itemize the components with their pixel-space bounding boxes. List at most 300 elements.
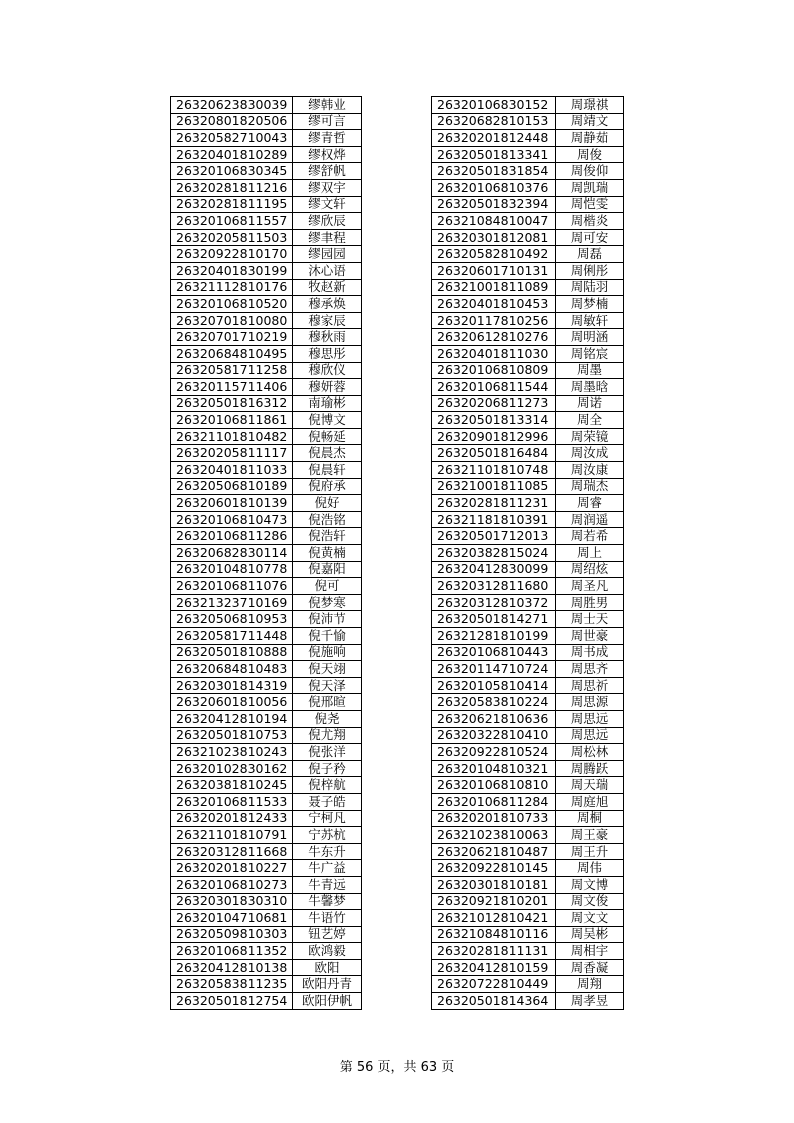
page-number-text: 第 56 页，共 63 页 [339, 1060, 455, 1075]
table-row [432, 395, 624, 412]
table-row [432, 412, 624, 429]
candidate-id-cell: 26320105810414 [432, 677, 556, 694]
candidate-id-cell: 26320106810809 [432, 362, 556, 379]
candidate-name-cell: 缪可言 [293, 113, 362, 130]
candidate-name-cell: 周思远 [556, 710, 624, 727]
table-row [432, 694, 624, 711]
candidate-name-cell: 倪尤翔 [293, 727, 362, 744]
candidate-name-cell: 欧阳伊帆 [293, 993, 362, 1010]
table-row [432, 345, 624, 362]
table-row [171, 545, 362, 562]
candidate-name-cell: 周书成 [556, 644, 624, 661]
candidate-name-cell: 缪欣辰 [293, 213, 362, 230]
candidate-id-cell: 26320412810138 [171, 959, 293, 976]
candidate-name-cell: 周胜男 [556, 594, 624, 611]
candidate-id-cell: 26320104810321 [432, 760, 556, 777]
candidate-name-cell: 缪韩业 [293, 97, 362, 114]
candidate-id-cell: 26320582710043 [171, 130, 293, 147]
candidate-name-cell: 周瑞杰 [556, 478, 624, 495]
candidate-name-cell: 牧赵新 [293, 279, 362, 296]
candidate-name-cell: 周桐 [556, 810, 624, 827]
candidate-id-cell: 26320206811273 [432, 395, 556, 412]
candidate-name-cell: 周世豪 [556, 628, 624, 645]
table-row [171, 412, 362, 429]
table-row [432, 793, 624, 810]
table-row [432, 312, 624, 329]
table-row [171, 677, 362, 694]
table-row [171, 926, 362, 943]
candidate-name-cell: 穆秋雨 [293, 329, 362, 346]
candidate-name-cell: 穆承焕 [293, 296, 362, 313]
candidate-id-cell: 26320114710724 [432, 661, 556, 678]
candidate-id-cell: 26320501813314 [432, 412, 556, 429]
candidate-id-cell: 26320281811216 [171, 179, 293, 196]
table-row [432, 511, 624, 528]
candidate-id-cell: 26320412830099 [432, 561, 556, 578]
table-row [171, 578, 362, 595]
candidate-id-cell: 26320412810159 [432, 959, 556, 976]
table-row [171, 793, 362, 810]
candidate-id-cell: 26320106810473 [171, 511, 293, 528]
table-row [171, 876, 362, 893]
candidate-id-cell: 26320382815024 [432, 545, 556, 562]
candidate-name-cell: 周上 [556, 545, 624, 562]
candidate-id-cell: 26320104710681 [171, 910, 293, 927]
candidate-name-cell: 周磊 [556, 246, 624, 263]
table-row [432, 860, 624, 877]
candidate-name-cell: 倪畅延 [293, 428, 362, 445]
candidate-name-cell: 周天瑞 [556, 777, 624, 794]
candidate-id-cell: 26320401811030 [432, 345, 556, 362]
candidate-id-cell: 26320106811557 [171, 213, 293, 230]
table-row [171, 196, 362, 213]
candidate-name-cell: 周明涵 [556, 329, 624, 346]
candidate-name-cell: 周士天 [556, 611, 624, 628]
candidate-id-cell: 26320381810245 [171, 777, 293, 794]
candidate-id-cell: 26320106811076 [171, 578, 293, 595]
candidate-name-cell: 倪梦寒 [293, 594, 362, 611]
table-row [432, 296, 624, 313]
candidate-id-cell: 26320312811668 [171, 843, 293, 860]
candidate-id-cell: 26321023810063 [432, 827, 556, 844]
candidate-id-cell: 26320205811117 [171, 445, 293, 462]
table-row [432, 644, 624, 661]
table-row [432, 179, 624, 196]
candidate-id-cell: 26320801820506 [171, 113, 293, 130]
candidate-id-cell: 26320583811235 [171, 976, 293, 993]
table-row [432, 777, 624, 794]
table-row [171, 97, 362, 114]
candidate-id-cell: 26320506810953 [171, 611, 293, 628]
candidate-name-cell: 欧鸿毅 [293, 943, 362, 960]
candidate-name-cell: 周铭宸 [556, 345, 624, 362]
candidate-name-cell: 周思齐 [556, 661, 624, 678]
candidate-id-cell: 26320201810227 [171, 860, 293, 877]
candidate-name-cell: 缪青哲 [293, 130, 362, 147]
candidate-id-cell: 26321112810176 [171, 279, 293, 296]
candidate-id-cell: 26320501810753 [171, 727, 293, 744]
table-row [171, 661, 362, 678]
candidate-name-cell: 欧阳 [293, 959, 362, 976]
candidate-name-cell: 周俊 [556, 146, 624, 163]
candidate-id-cell: 26320312810372 [432, 594, 556, 611]
candidate-id-cell: 26321084810047 [432, 213, 556, 230]
table-row [171, 744, 362, 761]
table-row [432, 163, 624, 180]
table-row [171, 312, 362, 329]
candidate-name-cell: 周孝昱 [556, 993, 624, 1010]
table-row [432, 727, 624, 744]
candidate-name-cell: 周相宇 [556, 943, 624, 960]
candidate-name-cell: 周荣镜 [556, 428, 624, 445]
candidate-id-cell: 26320201812433 [171, 810, 293, 827]
candidate-id-cell: 26320201810733 [432, 810, 556, 827]
candidate-name-cell: 周伟 [556, 860, 624, 877]
candidate-id-cell: 26320106811352 [171, 943, 293, 960]
candidate-name-cell: 周王升 [556, 843, 624, 860]
table-row [432, 926, 624, 943]
candidate-id-cell: 26320581711258 [171, 362, 293, 379]
candidate-id-cell: 26321001811085 [432, 478, 556, 495]
candidate-name-cell: 穆思彤 [293, 345, 362, 362]
candidate-name-cell: 倪浩铭 [293, 511, 362, 528]
candidate-id-cell: 26320401810289 [171, 146, 293, 163]
table-row [432, 428, 624, 445]
candidate-id-cell: 26320106830152 [432, 97, 556, 114]
candidate-id-cell: 26320501814271 [432, 611, 556, 628]
candidate-id-cell: 26320501816312 [171, 395, 293, 412]
table-row [432, 976, 624, 993]
table-row [171, 296, 362, 313]
table-row [171, 694, 362, 711]
candidate-id-cell: 26321001811089 [432, 279, 556, 296]
table-row [171, 495, 362, 512]
table-row [171, 760, 362, 777]
candidate-name-cell: 倪晨轩 [293, 462, 362, 479]
table-row [171, 229, 362, 246]
candidate-name-cell: 周诺 [556, 395, 624, 412]
candidate-name-cell: 倪府承 [293, 478, 362, 495]
candidate-name-cell: 倪邢暄 [293, 694, 362, 711]
candidate-id-cell: 26320601710131 [432, 262, 556, 279]
candidate-id-cell: 26320312811680 [432, 578, 556, 595]
candidate-id-cell: 26320621810636 [432, 710, 556, 727]
candidate-name-cell: 宁苏杭 [293, 827, 362, 844]
candidate-id-cell: 26320701810080 [171, 312, 293, 329]
candidate-name-cell: 倪晨杰 [293, 445, 362, 462]
table-row [432, 246, 624, 263]
candidate-name-cell: 周静茹 [556, 130, 624, 147]
candidate-name-cell: 钮艺婷 [293, 926, 362, 943]
candidate-name-cell: 周墨晗 [556, 379, 624, 396]
table-row [432, 379, 624, 396]
roster-table-right [431, 96, 624, 1010]
table-row [171, 379, 362, 396]
candidate-id-cell: 26320701710219 [171, 329, 293, 346]
table-row [171, 428, 362, 445]
table-row [171, 528, 362, 545]
candidate-name-cell: 倪子矜 [293, 760, 362, 777]
candidate-name-cell: 周凯瑞 [556, 179, 624, 196]
candidate-name-cell: 周汝成 [556, 445, 624, 462]
candidate-name-cell: 周翔 [556, 976, 624, 993]
table-row [432, 362, 624, 379]
table-row [171, 594, 362, 611]
candidate-id-cell: 26320301814319 [171, 677, 293, 694]
candidate-name-cell: 倪施响 [293, 644, 362, 661]
candidate-id-cell: 26320106810273 [171, 876, 293, 893]
candidate-name-cell: 周睿 [556, 495, 624, 512]
table-row [432, 495, 624, 512]
candidate-id-cell: 26320921810201 [432, 893, 556, 910]
candidate-name-cell: 缪聿程 [293, 229, 362, 246]
candidate-name-cell: 缪园园 [293, 246, 362, 263]
candidate-id-cell: 26320506810189 [171, 478, 293, 495]
candidate-name-cell: 周陆羽 [556, 279, 624, 296]
table-row [171, 976, 362, 993]
candidate-name-cell: 穆家辰 [293, 312, 362, 329]
candidate-name-cell: 周香凝 [556, 959, 624, 976]
candidate-name-cell: 周思远 [556, 727, 624, 744]
candidate-id-cell: 26320623830039 [171, 97, 293, 114]
candidate-id-cell: 26320115711406 [171, 379, 293, 396]
table-row [171, 395, 362, 412]
candidate-id-cell: 26320322810410 [432, 727, 556, 744]
candidate-id-cell: 26320412810194 [171, 710, 293, 727]
table-row [432, 744, 624, 761]
candidate-name-cell: 倪可 [293, 578, 362, 595]
candidate-id-cell: 26320401830199 [171, 262, 293, 279]
table-row [432, 130, 624, 147]
candidate-name-cell: 倪博文 [293, 412, 362, 429]
table-row [171, 628, 362, 645]
table-row [171, 163, 362, 180]
table-row [432, 97, 624, 114]
candidate-id-cell: 26320601810056 [171, 694, 293, 711]
candidate-name-cell: 周若希 [556, 528, 624, 545]
candidate-id-cell: 26321023810243 [171, 744, 293, 761]
candidate-id-cell: 26320301810181 [432, 876, 556, 893]
table-row [432, 959, 624, 976]
candidate-name-cell: 周润遥 [556, 511, 624, 528]
candidate-name-cell: 周俊仰 [556, 163, 624, 180]
table-row [432, 760, 624, 777]
candidate-id-cell: 26320281811195 [171, 196, 293, 213]
candidate-id-cell: 26320509810303 [171, 926, 293, 943]
candidate-name-cell: 牛语竹 [293, 910, 362, 927]
table-row [171, 943, 362, 960]
candidate-id-cell: 26320501810888 [171, 644, 293, 661]
candidate-id-cell: 26320281811131 [432, 943, 556, 960]
candidate-id-cell: 26320106811286 [171, 528, 293, 545]
candidate-id-cell: 26320106810443 [432, 644, 556, 661]
candidate-name-cell: 周王豪 [556, 827, 624, 844]
table-row [171, 478, 362, 495]
candidate-id-cell: 26321101810482 [171, 428, 293, 445]
table-row [171, 611, 362, 628]
table-row [171, 710, 362, 727]
candidate-id-cell: 26320501831854 [432, 163, 556, 180]
candidate-id-cell: 26320106810520 [171, 296, 293, 313]
candidate-id-cell: 26321181810391 [432, 511, 556, 528]
table-row [432, 611, 624, 628]
roster-table-left-body [171, 97, 362, 1010]
table-row [171, 213, 362, 230]
candidate-name-cell: 倪嘉阳 [293, 561, 362, 578]
candidate-name-cell: 周文俊 [556, 893, 624, 910]
table-row [171, 445, 362, 462]
candidate-name-cell: 南瑜彬 [293, 395, 362, 412]
table-row [171, 777, 362, 794]
table-row [171, 993, 362, 1010]
candidate-id-cell: 26320901812996 [432, 428, 556, 445]
candidate-name-cell: 周恺雯 [556, 196, 624, 213]
candidate-name-cell: 缪权烨 [293, 146, 362, 163]
candidate-id-cell: 26320401811033 [171, 462, 293, 479]
table-row [432, 528, 624, 545]
table-row [171, 810, 362, 827]
table-row [432, 876, 624, 893]
candidate-name-cell: 牛东升 [293, 843, 362, 860]
candidate-id-cell: 26321101810748 [432, 462, 556, 479]
table-row [432, 594, 624, 611]
table-row [171, 179, 362, 196]
table-row [432, 677, 624, 694]
page-footer [0, 1056, 794, 1075]
candidate-name-cell: 倪黄楠 [293, 545, 362, 562]
candidate-id-cell: 26320582810492 [432, 246, 556, 263]
candidate-name-cell: 聂子皓 [293, 793, 362, 810]
candidate-id-cell: 26321084810116 [432, 926, 556, 943]
table-row [432, 810, 624, 827]
candidate-id-cell: 26321281810199 [432, 628, 556, 645]
candidate-id-cell: 26320301830310 [171, 893, 293, 910]
candidate-id-cell: 26320682830114 [171, 545, 293, 562]
table-row [432, 910, 624, 927]
candidate-name-cell: 周璟祺 [556, 97, 624, 114]
candidate-name-cell: 周文博 [556, 876, 624, 893]
table-row [432, 661, 624, 678]
table-row [171, 362, 362, 379]
candidate-name-cell: 周敏轩 [556, 312, 624, 329]
candidate-name-cell: 穆欣仪 [293, 362, 362, 379]
candidate-id-cell: 26320612810276 [432, 329, 556, 346]
candidate-name-cell: 周思源 [556, 694, 624, 711]
table-row [171, 113, 362, 130]
candidate-name-cell: 周汝康 [556, 462, 624, 479]
candidate-name-cell: 倪张洋 [293, 744, 362, 761]
candidate-name-cell: 倪浩轩 [293, 528, 362, 545]
candidate-name-cell: 周庭旭 [556, 793, 624, 810]
table-row [171, 146, 362, 163]
candidate-id-cell: 26321323710169 [171, 594, 293, 611]
candidate-id-cell: 26320601810139 [171, 495, 293, 512]
table-row [171, 511, 362, 528]
table-row [432, 146, 624, 163]
candidate-id-cell: 26320106811284 [432, 793, 556, 810]
candidate-name-cell: 牛馨梦 [293, 893, 362, 910]
candidate-id-cell: 26320102830162 [171, 760, 293, 777]
table-row [432, 827, 624, 844]
candidate-name-cell: 周楷炎 [556, 213, 624, 230]
table-row [432, 196, 624, 213]
candidate-id-cell: 26320201812448 [432, 130, 556, 147]
candidate-id-cell: 26320106811544 [432, 379, 556, 396]
candidate-name-cell: 沐心语 [293, 262, 362, 279]
candidate-id-cell: 26320106810810 [432, 777, 556, 794]
candidate-id-cell: 26320621810487 [432, 843, 556, 860]
candidate-name-cell: 缪舒帆 [293, 163, 362, 180]
table-row [432, 843, 624, 860]
candidate-name-cell: 周思祈 [556, 677, 624, 694]
table-row [432, 993, 624, 1010]
candidate-name-cell: 倪好 [293, 495, 362, 512]
candidate-id-cell: 26320682810153 [432, 113, 556, 130]
table-row [171, 893, 362, 910]
table-row [171, 246, 362, 263]
table-row [171, 910, 362, 927]
candidate-name-cell: 穆妍蓉 [293, 379, 362, 396]
candidate-id-cell: 26320106811533 [171, 793, 293, 810]
table-row [432, 462, 624, 479]
candidate-id-cell: 26320501832394 [432, 196, 556, 213]
table-row [432, 279, 624, 296]
candidate-id-cell: 26320922810145 [432, 860, 556, 877]
table-row [432, 329, 624, 346]
table-row [432, 478, 624, 495]
table-row [432, 445, 624, 462]
candidate-name-cell: 牛青远 [293, 876, 362, 893]
candidate-id-cell: 26320684810483 [171, 661, 293, 678]
candidate-name-cell: 倪天翊 [293, 661, 362, 678]
candidate-id-cell: 26320583810224 [432, 694, 556, 711]
candidate-id-cell: 26320106810376 [432, 179, 556, 196]
table-row [432, 113, 624, 130]
candidate-id-cell: 26320922810170 [171, 246, 293, 263]
candidate-name-cell: 周绍炫 [556, 561, 624, 578]
candidate-name-cell: 周俐彤 [556, 262, 624, 279]
candidate-name-cell: 倪千愉 [293, 628, 362, 645]
candidate-name-cell: 牛广益 [293, 860, 362, 877]
table-row [432, 262, 624, 279]
candidate-name-cell: 周吴彬 [556, 926, 624, 943]
candidate-name-cell: 倪尧 [293, 710, 362, 727]
candidate-id-cell: 26320301812081 [432, 229, 556, 246]
candidate-id-cell: 26320501712013 [432, 528, 556, 545]
table-row [171, 262, 362, 279]
table-row [171, 843, 362, 860]
candidate-name-cell: 周松林 [556, 744, 624, 761]
table-row [432, 213, 624, 230]
table-row [432, 578, 624, 595]
candidate-id-cell: 26320205811503 [171, 229, 293, 246]
table-row [171, 860, 362, 877]
roster-table-left [170, 96, 362, 1010]
candidate-id-cell: 26320106811861 [171, 412, 293, 429]
candidate-name-cell: 周可安 [556, 229, 624, 246]
candidate-name-cell: 周全 [556, 412, 624, 429]
candidate-id-cell: 26320501816484 [432, 445, 556, 462]
candidate-name-cell: 欧阳丹青 [293, 976, 362, 993]
candidate-id-cell: 26320117810256 [432, 312, 556, 329]
candidate-id-cell: 26321101810791 [171, 827, 293, 844]
candidate-id-cell: 26320501812754 [171, 993, 293, 1010]
table-row [432, 893, 624, 910]
candidate-id-cell: 26320104810778 [171, 561, 293, 578]
candidate-id-cell: 26320501813341 [432, 146, 556, 163]
table-row [171, 959, 362, 976]
candidate-id-cell: 26320281811231 [432, 495, 556, 512]
